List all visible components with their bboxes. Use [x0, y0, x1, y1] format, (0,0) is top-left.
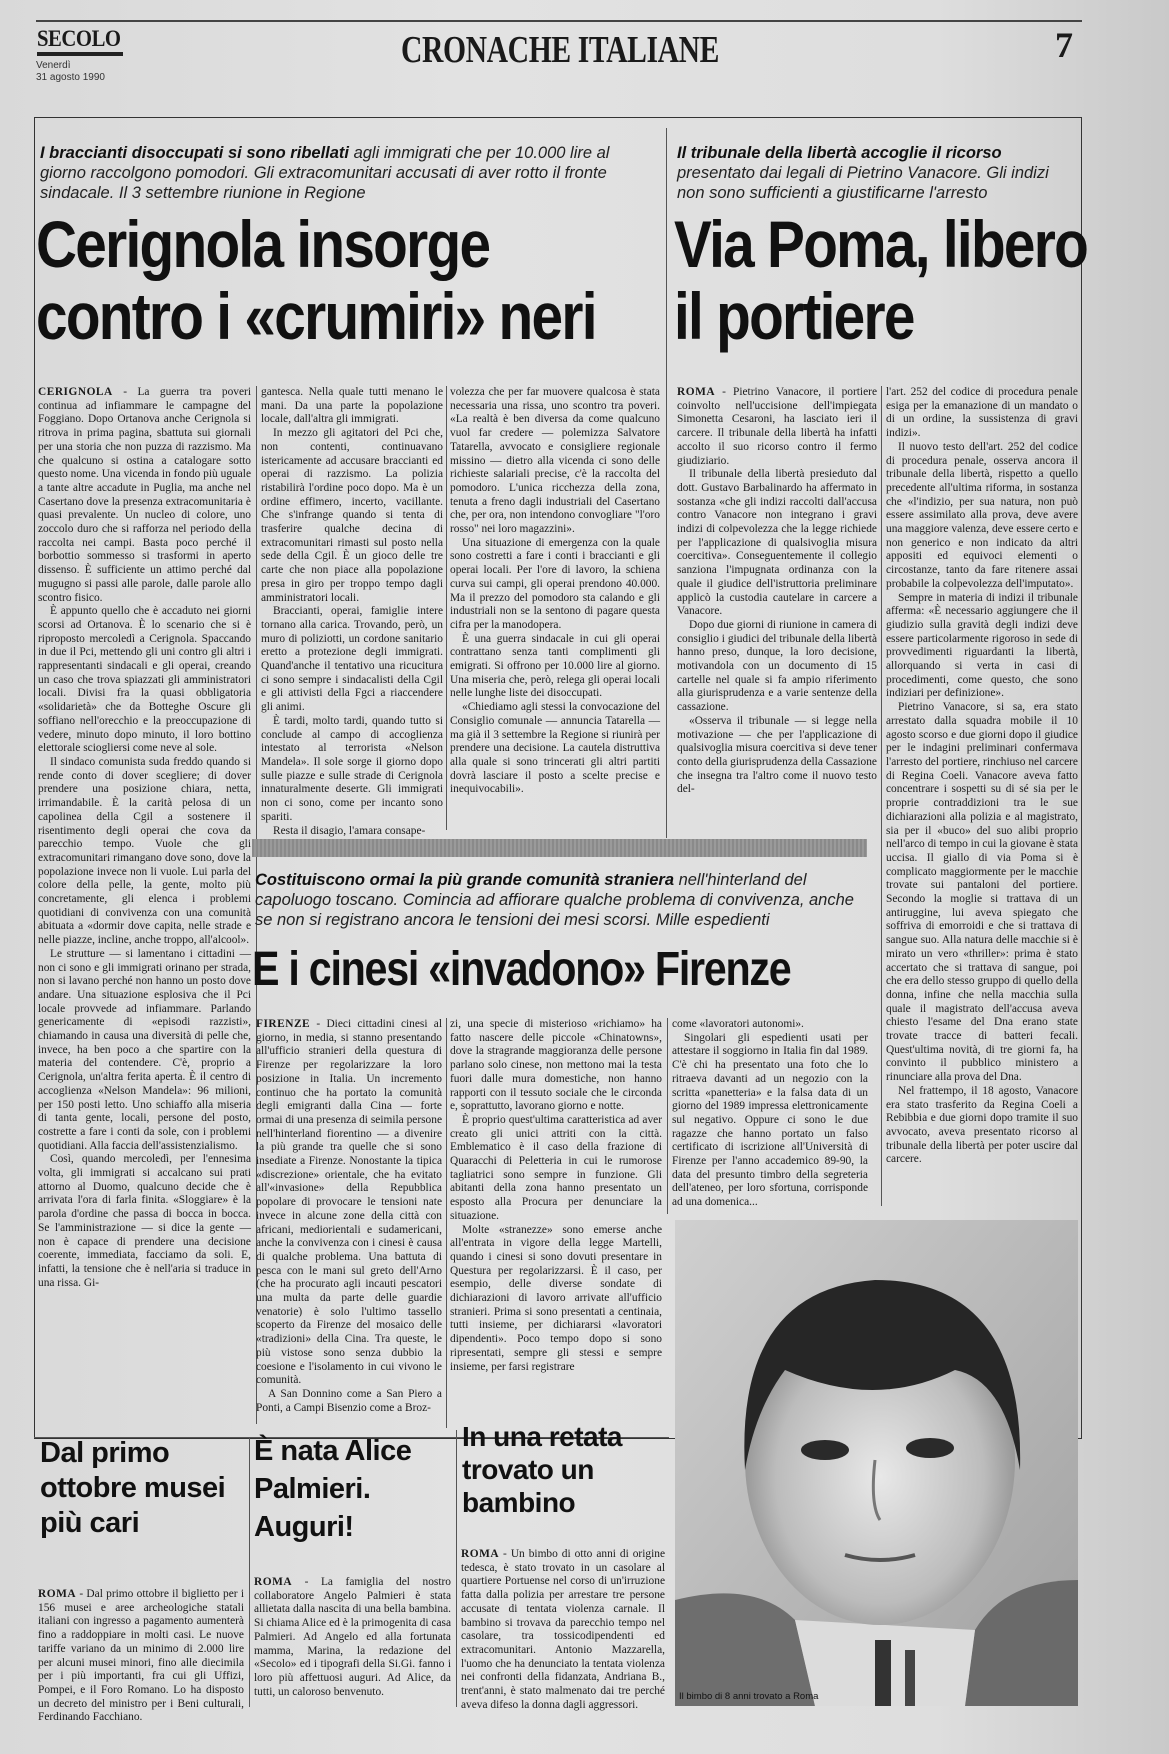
cerignola-kicker	[40, 143, 640, 203]
photo-caption: Il bimbo di 8 anni trovato a Roma	[679, 1691, 819, 1702]
alice-body	[254, 1576, 451, 1706]
dateline: ROMA	[677, 386, 716, 398]
paragraph-text: Le strutture — si lamentano i cittadini — non ci sono e gli immigrati orinano per strada, non si lavano perché non hanno un posto dove andare. Una situazione esplosiva che il Pci locale provvede ad infiammare. Parlando genericamente di «episodi razzisti», chiamando in causa una diversità di pelle che, invece, ha ben poco a che spartire con la materia del contendere. C'è, proprio a Cerignola, un'altra ferita aperta. È il centro di accoglienza «Nelson Mandela»: 96 milioni, per 150 posti letto. Uno schiaffo alla miseria di tanta gente, locali, persone del posto, costrette a fare i conti da sole, con i problemi quotidiani. Alla faccia dell'assistenzialismo.	[38, 947, 251, 1152]
kicker-text: agli immigrati che per 10.000 lire al giorno raccolgono pomodori. Gli extracomunitari accusati di aver rotto il fronte sindacale. Il 3 settembre riunione in Regione	[40, 144, 610, 202]
headline-line: Via Poma, libero	[674, 207, 1088, 281]
paragraph-text: Molte «stranezze» sono emerse anche all'entrata in vigore della legge Martelli, quando i cinesi si sono dovuti presentare in Questura per regolarizzarsi. È il caso, per esempio, delle diverse sondate di dichiarazioni di lavoro arrivate all'ufficio stranieri. Prima si sono presentati a centinaia, tutti insieme, per dichiararsi «lavoratori dipendenti». Poco tempo dopo si sono ripresentati, sempre gli stessi e sempre insieme, per farsi registrare	[450, 1223, 662, 1373]
article-paragraph	[38, 756, 251, 948]
article-paragraph	[450, 386, 660, 537]
paragraph-text: In mezzo gli agitatori del Pci che, non contenti, continuavano istericamente ad accusare braccianti ed operai di razzismo. La polizia ristabilirà l'ordine poco dopo. Ma è un ordine effimero, incerto, vacillante. Che s'infrange quando si tenta di trasferire qualche decina di extracomunitari rimasti sul posto nella sede della Cgil. È un gioco delle tre carte che non piace alla popolazione presa in giro per troppo tempo dagli amministratori locali.	[261, 427, 443, 604]
article-paragraph	[886, 701, 1078, 1085]
paragraph-text: Dopo due giorni di riunione in camera di consiglio i giudici del tribunale della libertà hanno preso, dunque, la loro decisione, motivandola con un documento di 15 cartelle nel quale si fa ampio riferimento alla giurisprudenza e a varie sentenze della cassazione.	[677, 618, 877, 714]
paragraph-text: volezza che per far muovere qualcosa è stata necessaria una rissa, uno scontro tra poveri. «La realtà è ben diversa da come qualcuno vuol far credere — polemizza Salvatore Tatarella, avvocato e consigliere regionale missino — dietro alla vicenda ci sono delle richieste salariali precise, c'è la raccolta del pomodoro. L'unica ricchezza della zona, tenuta a freno dagli industriali del Casertano che, per ora, non intendono convogliare "l'oro rosso" nei loro magazzini».	[450, 386, 660, 536]
article-paragraph	[261, 715, 443, 825]
page-number: 7	[1055, 25, 1073, 65]
column-divider	[881, 386, 882, 1206]
paragraph-text: gantesca. Nella quale tutti menano le mani. Da una parte la popolazione locale, dall'altra gli immigrati.	[261, 386, 443, 426]
cerignola-column-2	[261, 386, 443, 837]
article-paragraph	[450, 1114, 662, 1224]
article-paragraph	[38, 386, 251, 605]
article-paragraph	[254, 1576, 451, 1699]
column-divider	[667, 1018, 668, 1214]
column-divider	[456, 1430, 457, 1707]
article-paragraph	[261, 605, 443, 715]
paragraph-text: - La guerra tra poveri continua ad infiammare le campagne del Foggiano. Dopo Ortanova anche Cerignola si ritrova in prima pagina, sbattuta sui giornali per una storia che non puzza di razzismo. Ma che qualcuno si ostina a catalogare sotto questo nome. Una vicenda in fondo più uguale a tante altre accadute in Puglia, ma anche nel Casertano dove la presenza extracomunitaria è quasi prevalente. Un nucleo di colore, uno zoccolo duro che si rafforza nel periodo della raccolta nei campi. Basta poco perché il borbottio sommesso si trasformi in aperto dissenso. È sufficiente un attimo perché dal mugugno si passi alle parole, dalle parole allo scontro fisico.	[38, 386, 251, 604]
article-paragraph	[886, 1085, 1078, 1167]
article-paragraph	[461, 1548, 665, 1712]
paragraph-text: Il sindaco comunista suda freddo quando si rende conto di dover scegliere; di dover prendere una posizione chiara, netta, irrimandabile. È la carità pelosa di un capolinea della Cgil a sostenere il risentimento degli operai che cova da parecchio tempo. Vuole che gli extracomunitari rimangano dove sono, dove la popolazione invece non li vuole. Lui parla del colore della pelle, la gente, molto più concretamente, gli elenca i problemi quotidiani di convivenza con una comunità abituata a «dormir dove capita, nelle strade e nelle piazze, incline, anche troppo, all'alcool».	[38, 755, 251, 947]
article-paragraph	[672, 1032, 868, 1210]
paragraph-text: - Dieci cittadini cinesi al giorno, in media, si stanno presentando all'ufficio stranieri della questura di Firenze per regolarizzare la loro posizione in Italia. Un incremento continuo che ha portato la comunità degli emigranti dalla Cina — forte ormai di una presenza di seimila persone nell'hinterland fiorentino — a divenire la più grande tra quelle che si sono insediate a Firenze. Nonostante la tipica «discrezione» orientale, che ha evitato all'«invasione» della Repubblica popolare di provocare le tensioni nate invece in alcune zone della città con africani, mediorientali e sudamericani, anche la convivenza con i cinesi è causa di qualche problema. Una battuta di pesca con le mani sul greto dell'Arno (che ha procurato agli incauti pescatori una multa da parte delle guardie venatorie) è solo l'ultimo tassello scoperto da Firenze del mosaico delle «tradizioni» della Cina. Tra queste, le più vistose sono senza dubbio la coesione e l'isolamento in cui vivono le comunità.	[256, 1018, 442, 1387]
paragraph-text: Una situazione di emergenza con la quale sono costretti a fare i conti i braccianti e gli operai locali. Per l'ore di lavoro, la schiena curva sui campi, gli operai prendono 40.000. Ma il prezzo del pomodoro sta calando e gli industriali non se la sentono di pagare questa cifra per la manodopera.	[450, 536, 660, 631]
paragraph-text: Sempre in materia di indizi il tribunale afferma: «È necessario aggiungere che il giudizio sulla gravità degli indizi deve essere particolarmente rigoroso in sede di provvedimenti riguardanti la libertà, allorquando si verta in casi di procedimenti, come questo, che sono indiziari per definizione».	[886, 591, 1078, 700]
top-rule	[36, 20, 1082, 22]
article-paragraph	[450, 1224, 662, 1375]
kicker-bold: Costituiscono ormai la più grande comunità straniera	[255, 871, 674, 889]
cerignola-headline	[36, 208, 596, 352]
article-paragraph	[450, 537, 660, 633]
column-divider	[446, 386, 447, 830]
paragraph-text: Singolari gli espedienti usati per attestare il soggiorno in Italia fin dal 1989. C'è chi ha presentato una foto che lo ritraeva davanti ad un negozio con la scritta «panetteria» e la falsa data di un giorno del 1989 impressa elettronicamente sul negativo. Oppure ci sono le due ragazze che hanno portato un falso certificato di iscrizione all'Università di Firenze per l'anno accademico 89-90, la data del presunto timbro della segreteria dell'ateneo, per loro sfortuna, corrisponde ad una domenica...	[672, 1031, 868, 1209]
logo-underline	[37, 52, 123, 56]
retata-body	[461, 1548, 665, 1711]
paragraph-text: «Osserva il tribunale — si legge nella motivazione — che per l'applicazione di qualsivoglia misura coercitiva si deve tener conto della giurisprudenza della Cassazione che insegna tra l'altro come il nuovo testo del-	[677, 714, 877, 796]
cerignola-column-1	[38, 386, 251, 1424]
paragraph-text: Nel frattempo, il 18 agosto, Vanacore era stato trasferito da Regina Coeli a Rebibbia e due giorni dopo tramite il suo avvocato, aveva presentato ricorso al tribunale della libertà per poter uscire dal carcere.	[886, 1084, 1078, 1166]
paragraph-text: - La famiglia del nostro collaboratore Angelo Palmieri è stata allietata dalla nascita di una bella bambina. Si chiama Alice ed è la primogenita di casa Palmieri. Ad Angelo ed alla fortunata mamma, Marina, la redazione del «Secolo» ed i tipografi della Si.Gi. fanno i loro più affettuosi auguri. Ad Alice, da tutti, un caloroso benvenuto.	[254, 1576, 451, 1698]
kicker-text: nell'hinterland del capoluogo toscano. Comincia ad affiorare qualche problema di convivenza, anche se non si registrano ancora le tensioni dei mesi scorsi. Mille espedienti	[255, 871, 854, 929]
article-paragraph	[886, 592, 1078, 702]
firenze-column-1	[256, 1018, 442, 1428]
headline-line: il portiere	[674, 279, 914, 353]
paragraph-text: È appunto quello che è accaduto nei giorni scorsi ad Ortanova. È lo scenario che si è riproposto mercoledì a Cerignola. Spaccando in due il Pci, mettendo gli uni contro gli altri i rappresentanti sindacali e gli operai, creando un caso che trova spiazzati gli amministratori locali. Divisi fra la quasi obbligatoria «solidarietà» che da Botteghe Oscure gli soffiano nell'orecchio e la preoccupazione di vedere, minuto dopo minuto, il loro bottino elettorale sciogliersi come neve al sole.	[38, 605, 251, 755]
kicker-bold: Il tribunale della libertà accoglie il ricorso	[677, 144, 1002, 162]
viapoma-column-1	[677, 386, 877, 830]
paragraph-text: È proprio quest'ultima caratteristica ad aver creato gli unici attriti con la città. Emblematico è il caso della frazione di Quaracchi di Peletteria in cui le rumorose tagliatrici sono sempre in funzione. Gli abitanti della zona hanno presentato un esposto alla Procura per denunciare la situazione.	[450, 1113, 662, 1222]
issue-date	[36, 60, 105, 84]
issue-date-text: 31 agosto 1990	[36, 72, 105, 83]
firenze-kicker	[255, 870, 865, 930]
newspaper-logo: SECOLO	[37, 26, 121, 51]
article-paragraph	[450, 1018, 662, 1114]
paragraph-text: È tardi, molto tardi, quando tutto si conclude al campo di accoglienza intestato al terrorista «Nelson Mandela». Il sole sorge il giorno dopo sulle piazze e sulle strade di Cerignola innaturalmente deserte. Gli immigrati non ci sono, come per incanto sono spariti.	[261, 714, 443, 823]
section-title: CRONACHE ITALIANE	[400, 29, 720, 71]
alice-headline: È nata Alice Palmieri. Auguri!	[254, 1435, 412, 1543]
article-paragraph	[261, 427, 443, 605]
article-paragraph	[677, 619, 877, 715]
article-paragraph	[38, 1153, 251, 1290]
kicker-text: presentato dai legali di Pietrino Vanacore. Gli indizi non sono sufficienti a giustificarne l'arresto	[677, 164, 1049, 202]
paragraph-text: Resta il disagio, l'amara consape-	[273, 824, 426, 837]
article-paragraph	[450, 633, 660, 702]
viapoma-headline	[674, 208, 1087, 352]
firenze-column-3	[672, 1018, 868, 1214]
article-paragraph	[677, 468, 877, 619]
article-paragraph	[450, 701, 660, 797]
article-paragraph	[256, 1388, 442, 1415]
retata-headline: In una retata trovato un bambino	[462, 1421, 622, 1518]
column-divider	[446, 1018, 447, 1428]
paragraph-text: Braccianti, operai, famiglie intere tornano alla carica. Trovando, però, un muro di poliziotti, un cordone sanitario eretto a protezione degli immigrati. Quand'anche il tentativo una ricucitura ci sono sempre i sindacalisti della Cgil e gli attivisti della Fgci a riaccendere gli animi.	[261, 605, 443, 714]
column-divider	[666, 128, 667, 838]
article-paragraph	[886, 386, 1078, 441]
headline-line: contro i «crumiri» neri	[36, 279, 596, 353]
musei-headline: Dal primo ottobre musei più cari	[40, 1437, 226, 1539]
dateline: CERIGNOLA	[38, 386, 113, 398]
viapoma-kicker	[677, 143, 1077, 203]
kicker-bold: I braccianti disoccupati si sono ribellati	[40, 144, 349, 162]
firenze-headline: E i cinesi «invadono» Firenze	[252, 943, 791, 996]
paragraph-text: A San Donnino come a San Piero a Ponti, a Campi Bisenzio come a Broz-	[256, 1387, 442, 1414]
paragraph-text: - Un bimbo di otto anni di origine tedesca, è stato trovato in un casolare al quartiere Portuense nel corso di un'irruzione fatta dalla polizia per arrestare tre persone accusate di tentata violenza carnale. Il bambino si trovava da parecchio tempo nel casolare, tra tossicodipendenti ed extracomunitari. Antonio Mazzarella, l'uomo che ha denunciato la tentata violenza nei confronti della fidanzata, Andriana B., trent'anni, è stato malmenato dai tre perché aveva difeso la donna dagli aggressori.	[461, 1548, 665, 1711]
paragraph-text: Il nuovo testo dell'art. 252 del codice di procedura penale, osserva ancora il tribunale della libertà, rispetto a quello precedente all'ultima riforma, in sostanza che «l'indizio, per sua natura, non può essere assimilato alla prova, deve avere una maggiore valenza, deve essere certo e non generico e non indicato da altri appositi ed equivoci elementi o circostanze, tanto da fare ritenere assai probabile la colpevolezza dell'imputato».	[886, 440, 1078, 590]
article-paragraph	[886, 441, 1078, 592]
dateline: FIRENZE	[256, 1018, 311, 1030]
article-paragraph	[38, 1588, 244, 1725]
musei-body	[38, 1588, 244, 1724]
child-portrait-image	[675, 1220, 1078, 1706]
issue-day: Venerdì	[36, 60, 71, 71]
paragraph-text: come «lavoratori autonomi».	[672, 1018, 804, 1030]
paragraph-text: - Dal primo ottobre il biglietto per i 156 musei e aree archeologiche statali italiani con ingresso a pagamento aumenterà fino a raddoppiare in molti casi. Le nuove tariffe variano da un minimo di 2.000 lire per alcuni musei minori, fino alle diecimila per i più importanti, fra cui gli Uffizi, Pompei, e il Foro Romano. Lo ha disposto un decreto del ministro per i Beni culturali, Ferdinando Facchiano.	[38, 1588, 244, 1724]
article-paragraph	[261, 386, 443, 427]
child-photo	[675, 1220, 1078, 1706]
cerignola-column-3	[450, 386, 660, 830]
paragraph-text: Il tribunale della libertà presieduto dal dott. Gustavo Barbalinardo ha affermato in sostanza «che gli indizi raccolti dall'accusa contro Vanacore non integrano i gravi indizi di colpevolezza che la legge richiede per l'applicazione di qualsivoglia misura coercitiva». Conseguentemente il collegio sanziona l'impugnata ordinanza con la quale il giudice dell'istruttoria preliminare applicò la custodia cautelare in carcere a Vanacore.	[677, 468, 877, 618]
dateline: ROMA	[461, 1548, 500, 1560]
viapoma-column-2	[886, 386, 1078, 1206]
article-paragraph	[677, 386, 877, 468]
dateline: ROMA	[38, 1588, 77, 1600]
article-paragraph	[261, 825, 443, 839]
paragraph-text: «Chiediamo agli stessi la convocazione del Consiglio comunale — annuncia Tatarella — ma già il 3 settembre la Regione si riunirà per prendere una decisione. La cautela distruttiva alla quale si sono trincerati gli altri partiti dovrà lasciare il posto a scelte precise e inequivocabili».	[450, 701, 660, 796]
column-divider	[249, 1437, 250, 1707]
dateline: ROMA	[254, 1576, 293, 1588]
article-paragraph	[38, 605, 251, 756]
paragraph-text: È una guerra sindacale in cui gli operai contrattano senza tanti complimenti gli emigrati. Si offrono per 10.000 lire al giorno. Una miseria che, però, relega gli operai locali nelle lunghe liste dei disoccupati.	[450, 632, 660, 700]
firenze-column-2	[450, 1018, 662, 1428]
paragraph-text: - Pietrino Vanacore, il portiere coinvolto nell'uccisione dell'impiegata Simonetta Cesaroni, ha lasciato ieri il carcere. Il tribunale della libertà ha infatti accolto il suo ricorso contro il fermo giudiziario.	[677, 386, 877, 467]
article-paragraph	[38, 948, 251, 1154]
paragraph-text: l'art. 252 del codice di procedura penale esiga per la emanazione di un mandato o di un ordine, la sussistenza di gravi indizi».	[886, 386, 1078, 440]
headline-line: Cerignola insorge	[36, 207, 490, 281]
article-paragraph	[672, 1018, 868, 1032]
paragraph-text: Così, quando mercoledì, per l'ennesima volta, gli immigrati si accalcano sui prati attorno al Duomo, qualcuno decide che è arrivata l'ora di farla finita. «Sloggiare» è la parola d'ordine che passa di bocca in bocca. Se l'amministrazione — si dice la gente — non è capace di prendere una decisione coerente, immediata, facciamo da soli. E, infatti, la tensione che è nell'aria si traduce in una rissa. Gi-	[38, 1153, 251, 1289]
article-paragraph	[256, 1018, 442, 1388]
article-paragraph	[677, 715, 877, 797]
section-band	[252, 839, 867, 857]
paragraph-text: zi, una specie di misterioso «richiamo» ha fatto nascere delle piccole «Chinatowns», dove la stragrande maggioranza delle persone parlano solo cinese, non mettono mai la testa fuori dalle mura domestiche, non hanno rapporti con il tessuto sociale che le circonda e, soprattutto, lavorano giorno e notte.	[450, 1018, 662, 1113]
paragraph-text: Pietrino Vanacore, si sa, era stato arrestato dalla squadra mobile il 10 agosto scorso e due giorni dopo il giudice per le indagini preliminari confermava l'arresto del portiere, rinchiuso nel carcere di Regina Coeli. Vanacore aveva fatto concentrare i sospetti su di sé sia per le proprie contraddizioni tra le sue dichiarazioni alla polizia e al magistrato, sia per il «buco» del suo alibi proprio nell'arco di tempo in cui la giovane è stata uccisa. Il giallo di via Poma si è complicato maggiormente per le macchie trovate sui pantaloni del portiere. Secondo la moglie si trattava di un antiruggine, lui aveva spiegato che soffriva di emorroidi e che si trattava di sangue suo. Alla natura delle macchie si è mirato un vero «thriller»: prima è stato accertato che si trattava di sangue, poi che era dello stesso gruppo di quello della donna, infine che nella macchia sulla quale il magistrato dell'accusa aveva chiesto l'esame del Dna erano state trovate tracce di batteri fecali. Quest'ultima novità, di tre giorni fa, ha convinto il pubblico ministero a rinunciare alla prova del Dna.	[886, 701, 1078, 1084]
